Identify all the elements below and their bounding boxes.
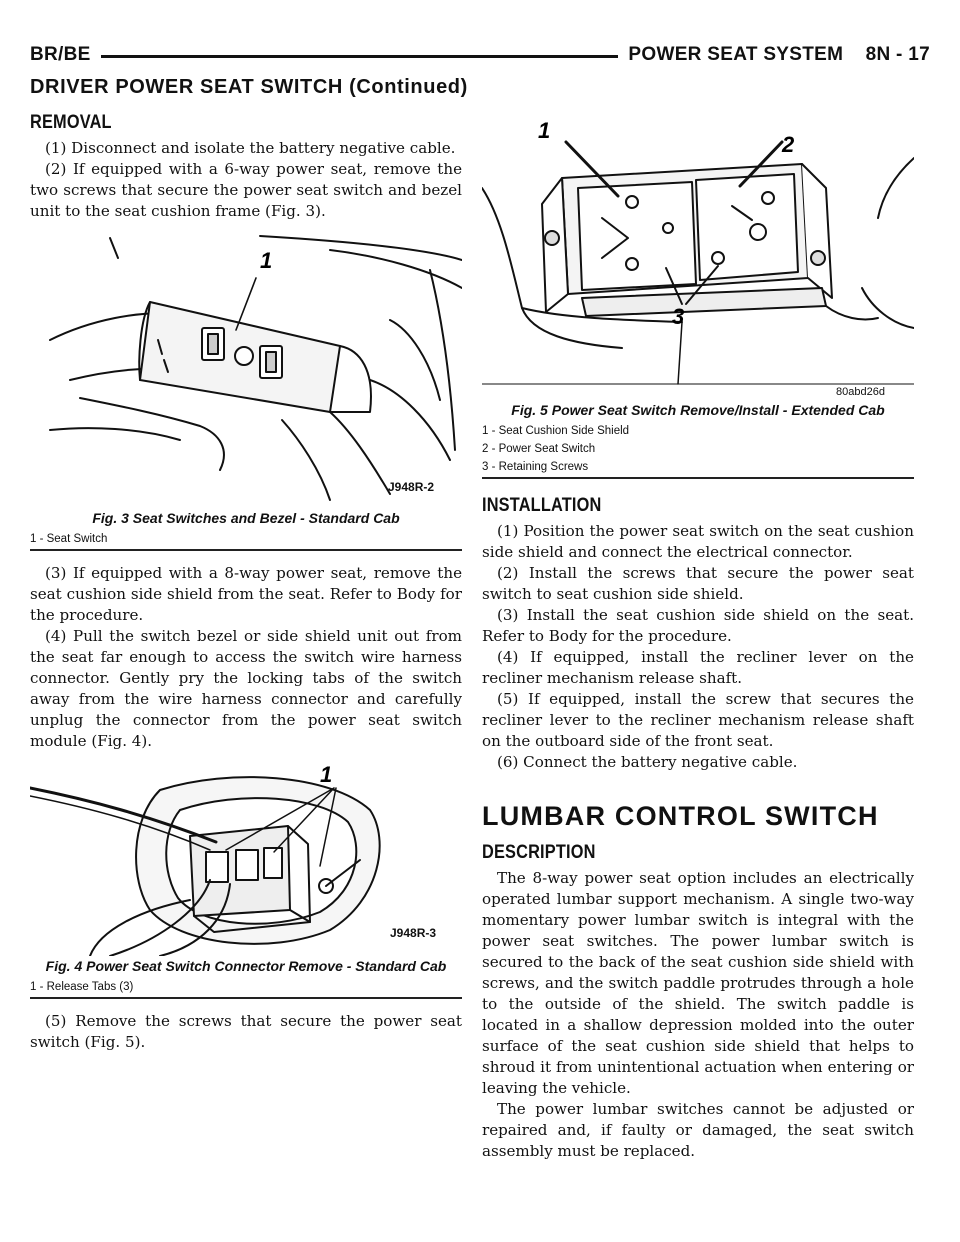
installation-step: (3) Install the seat cushion side shield on the seat. Refer to Body for the procedure.: [482, 606, 914, 645]
header-model: BR/BE: [30, 44, 101, 66]
installation-step: (5) If equipped, install the screw that secures the recliner lever to the recliner mechanism release shaft on the outboard side of the front seat.: [482, 690, 914, 750]
description-paragraph: The power lumbar switches cannot be adjusted or repaired and, if faulty or damaged, the seat switch assembly must be replaced.: [482, 1100, 914, 1160]
installation-step: (6) Connect the battery negative cable.: [497, 753, 798, 771]
figure-4-callout-1: 1: [320, 762, 333, 787]
left-column: [30, 108, 462, 1053]
installation-step: (4) If equipped, install the recliner lever on the recliner mechanism release shaft.: [482, 648, 914, 687]
removal-step: (5) Remove the screws that secure the power seat switch (Fig. 5).: [30, 1012, 462, 1051]
removal-heading: REMOVAL: [30, 112, 112, 133]
right-column: [482, 108, 914, 1162]
description-heading: DESCRIPTION: [482, 842, 596, 863]
figure-5-legend-item: 3 - Retaining Screws: [482, 461, 589, 473]
header-section-page: [618, 44, 930, 66]
figure-5-code: 80abd26d: [836, 386, 885, 398]
figure-5-illustration: [482, 108, 914, 394]
lumbar-heading: LUMBAR CONTROL SWITCH: [482, 801, 879, 831]
figure-5-callout-1: 1: [538, 118, 551, 143]
figure-5-caption: Fig. 5 Power Seat Switch Remove/Install - Extended Cab: [511, 402, 885, 418]
figure-3-illustration: [30, 230, 462, 508]
description-paragraph: The 8-way power seat option includes an electrically operated lumbar support mechanism. A single two-way momentary power lumbar switch is integral with the power seat switches. The power lumbar switch is secured to the back of the seat cushion side shield with screws, and the switch paddle protrudes through a hole to the outside of the shield. The switch paddle is located in a shallow depression molded into the outer surface of the seat cushion side shield that helps to shroud it from unintentional actuation when entering or leaving the vehicle.: [482, 869, 914, 1097]
figure-5-legend-item: 1 - Seat Cushion Side Shield: [482, 425, 630, 437]
installation-step: (1) Position the power seat switch on the seat cushion side shield and connect the electrical connector.: [482, 522, 914, 561]
figure-3-code: J948R-2: [388, 480, 435, 494]
figure-4-caption: Fig. 4 Power Seat Switch Connector Remove - Standard Cab: [45, 958, 447, 974]
removal-step: (4) Pull the switch bezel or side shield unit out from the seat far enough to access the switch wire harness connector. Gently pry the locking tabs of the switch away from the wire harness connector and carefully unplug the connector from the power seat switch module (Fig. 4).: [30, 627, 462, 750]
figure-4: [30, 760, 462, 999]
removal-step: (2) If equipped with a 6-way power seat, remove the two screws that secure the power seat switch and bezel unit to the seat cushion frame (Fig. 3).: [30, 160, 462, 220]
page-title: DRIVER POWER SEAT SWITCH (Continued): [30, 76, 468, 98]
figure-5-callout-3: 3: [672, 304, 685, 329]
figure-4-code: J948R-3: [390, 926, 437, 940]
figure-3-callout-1: 1: [260, 248, 273, 273]
figure-3: [30, 230, 462, 551]
figure-5-callout-2: 2: [782, 132, 795, 157]
figure-4-legend-item: 1 - Release Tabs (3): [30, 981, 134, 993]
header-section: POWER SEAT SYSTEM: [628, 44, 844, 65]
figure-3-legend-item: 1 - Seat Switch: [30, 533, 108, 545]
installation-step: (2) Install the screws that secure the power seat switch to seat cushion side shield.: [482, 564, 914, 603]
header-page-number: 8N - 17: [865, 44, 930, 65]
figure-3-caption: Fig. 3 Seat Switches and Bezel - Standard Cab: [92, 510, 400, 526]
figure-5-legend-item: 2 - Power Seat Switch: [482, 443, 596, 455]
removal-step: (3) If equipped with a 8-way power seat, remove the seat cushion side shield from the seat. Refer to Body for the procedure.: [30, 564, 462, 624]
removal-step: (1) Disconnect and isolate the battery negative cable.: [45, 139, 456, 157]
running-header: [30, 44, 930, 70]
figure-5: [482, 108, 914, 479]
installation-heading: INSTALLATION: [482, 495, 602, 516]
